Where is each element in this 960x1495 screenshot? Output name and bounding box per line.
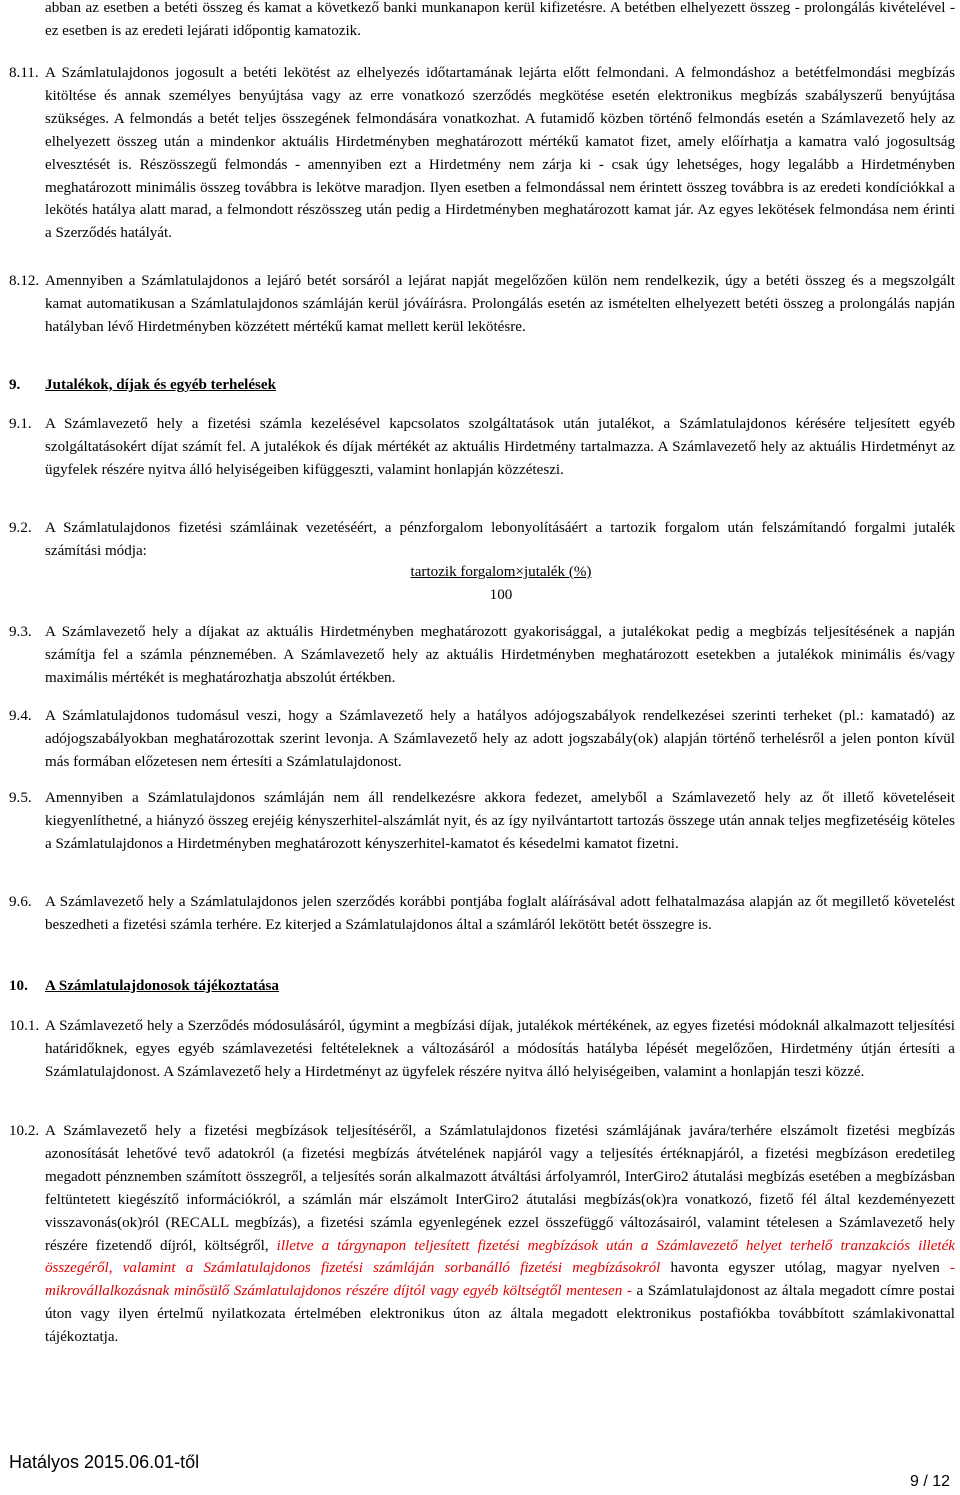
heading-10-title: A Számlatulajdonosok tájékoztatása — [45, 978, 279, 994]
section-number: 9.4. — [9, 708, 32, 724]
section-10-2-text — [45, 1120, 955, 1349]
section-number: 8.11. — [9, 65, 39, 81]
footer-effective-date: Hatályos 2015.06.01-től — [9, 1452, 200, 1472]
section-number: 9.6. — [9, 894, 32, 910]
heading-number: 10. — [9, 978, 28, 994]
section-number: 9.5. — [9, 790, 32, 806]
section-number: 10.2. — [9, 1123, 40, 1139]
section-number: 9.1. — [9, 416, 32, 432]
section-9-2-text: A Számlatulajdonos fizetési számláinak vezetéséért, a pénzforgalom lebonyolításáért a tartozik forgalom után felszámítandó forgalmi jutalék számítási módja: — [45, 520, 955, 559]
section-10-2-part-c: a Számlatulajdonost az általa megadott címre postai úton vagy ilyen értelmű nyilatkozata értelmében elektronikus úton az általa megadott elektronikus postafiókba továbbított számlakivonattal tájékoztatja. — [45, 1283, 955, 1346]
section-9-5-text: Amennyiben a Számlatulajdonos számláján nem áll rendelkezésre akkora fedezet, amelyből a Számlavezető hely az őt illető követeléseit kiegyenlíthetné, a hiányzó összeg erejéig kényszerhitel-alszámlát nyit, és az így nyilvántartott tartozás összege után annak teljes megfizetéséig köteles a Számlatulajdonos a Hirdetményben meghatározott kényszerhitel-kamatot és késedelmi kamatot fizetni. — [45, 790, 955, 852]
section-number: 10.1. — [9, 1018, 40, 1034]
section-9-6-text: A Számlavezető hely a Számlatulajdonos jelen szerződés korábbi pontjába foglalt aláírásával adott felhatalmazása alapján az őt megillető követelést beszedheti a fizetési számla terhére. Ez kiterjed a Számlatulajdonos által a számláról lekötött betét összegre is. — [45, 894, 955, 933]
section-number: 9.3. — [9, 624, 32, 640]
section-number: 8.12. — [9, 273, 40, 289]
section-8-12-text: Amennyiben a Számlatulajdonos a lejáró betét sorsáról a lejárat napját megelőzően külön nem rendelkezik, úgy a betéti összeg és a megszolgált kamat automatikusan a Számlatulajdonos számláján kerül jóváírásra. Prolongálás esetén az ismételten elhelyezett betéti összeg a prolongálás napján hatályban lévő Hirdetményben közzétett mértékű kamat mellett kerül lekötésre. — [45, 273, 955, 335]
formula — [392, 561, 610, 607]
formula-numerator: tartozik forgalom×jutalék (%) — [410, 564, 592, 580]
section-10-2-part-a: A Számlavezető hely a fizetési megbízások teljesítéséről, a Számlatulajdonos fizetési számlájának javára/terhére elszámolt fizetési megbízás azonosítását lehetővé tevő adatokról (a fizetési megbízás átvételének napjáról vagy a teljesítés értéknapjáról, a fizetési megbízáson eredetileg megadott pénznemben számított összegről, a teljesítés során alkalmazott átváltási árfolyamról, InterGiro2 átutalási megbízás esetében a megbízásban feltüntetett kiegészítő információkról, a számlán már elszámolt InterGiro2 átutalási megbízás(ok)ra vonatkozó, fizető fél által kezdeményezett visszavonás(ok)ról (RECALL megbízás), a fizetési számla egyenlegének ezzel összefüggő változásairól, valamint tételesen a Számlavezető hely részére fizetendő díjról, költségről, — [45, 1123, 955, 1254]
section-9-1-text: A Számlavezető hely a fizetési számla kezelésével kapcsolatos szolgáltatások után jutalékot, a Számlatulajdonos kérésére teljesített egyéb szolgáltatásokért díjat számít fel. A jutalékok és díjak mértékét az aktuális Hirdetmény tartalmazza. A Számlavezető hely az aktuális Hirdetményt az ügyfelek részére nyitva álló helyiségeiben kifüggeszti, valamint honlapján közzéteszi. — [45, 416, 955, 478]
formula-denominator: 100 — [489, 586, 513, 603]
section-10-1-text: A Számlavezető hely a Szerződés módosulásáról, úgymint a megbízási díjak, jutalékok mértékének, az egyes fizetési módoknál alkalmazott teljesítési határidőknek, egyes egyéb számlavezetési feltételeknek a változásáról a módosítás hatályba lépését megelőzően, Hirdetmény útján értesíti a Számlatulajdonost. A Számlavezető hely a Hirdetményt az ügyfelek részére nyitva álló helyiségeiben, valamint a honlapján teszi közzé. — [45, 1018, 955, 1080]
section-9-3-text: A Számlavezető hely a díjakat az aktuális Hirdetményben meghatározott gyakorisággal, a jutalékokat pedig a megbízás teljesítésének a napján számítja fel a számla pénznemében. A Számlavezető hely az aktuális Hirdetményben meghatározott esetekben a jutalékok minimális és/vagy maximális mértékét is meghatározhatja abszolút értékben. — [45, 624, 955, 686]
heading-number: 9. — [9, 377, 21, 393]
section-10-2-part-b: havonta egyszer utólag, magyar nyelven — [670, 1260, 940, 1277]
footer-page-number: 9 / 12 — [909, 1473, 950, 1490]
section-8-11-text: A Számlatulajdonos jogosult a betéti lekötést az elhelyezés időtartamának lejárta előtt felmondani. A felmondáshoz a betétfelmondási megbízás kitöltése és annak személyes benyújtása vagy az erre vonatkozó szerződés megkötése esetén elektronikus megbízás szabályszerű benyújtása szükséges. A felmondás a betét teljes összegének felmondására vonatkozhat. A futamidő közben történő felmondás esetén a Számlavezető hely az elhelyezett összeg után a mindenkor aktuális Hirdetményben meghatározott mértékű kamatot fizet, amely előírhatja a kamatra való jogosultság elvesztését is. Részösszegű felmondás - amennyiben ezt a Hirdetmény nem zárja ki - csak úgy lehetséges, hogy legalább a Hirdetményben meghatározott minimális összeg továbbra is lekötve maradjon. Ilyen esetben a felmondással nem érintett összeg továbbra is az eredeti kondíciókkal a lekötés hatálya alatt marad, a felmondott részösszeg után pedig a Hirdetményben meghatározott kamat jár. Az egyes lekötések felmondása nem érinti a Szerződés hatályát. — [45, 65, 955, 242]
section-10-2-red-note-2: - mikrovállalkozásnak minősülő Számlatulajdonos részére díjtól vagy egyéb költségtől mentesen - — [45, 1260, 955, 1300]
section-9-4-text: A Számlatulajdonos tudomásul veszi, hogy a Számlavezető hely a hatályos adójogszabályok rendelkezései szerinti terheket (pl.: kamatadó) az adójogszabályokban meghatározottak szerint levonja. A Számlavezető hely az adott jogszabály(ok) alapján történő terhelésről a jelen ponton kívül más formában előzetesen nem értesíti a Számlatulajdonost. — [45, 708, 955, 770]
heading-9-title: Jutalékok, díjak és egyéb terhelések — [45, 377, 277, 393]
section-10-2-red-note-1: illetve a tárgynapon teljesített fizetési megbízások után a Számlavezető helyet terhelő tranzakciós illeték összegéről, valamint a Számlatulajdonos fizetési számláján sorbanálló fizetési megbízásokról — [45, 1237, 955, 1277]
section-number: 9.2. — [9, 520, 32, 536]
intro-paragraph: abban az esetben a betéti összeg és kamat a következő banki munkanapon kerül kifizetésre. A betétben elhelyezett összeg - prolongálás kivételével - ez esetben is az eredeti lejárati időpontig kamatozik. — [45, 0, 955, 39]
